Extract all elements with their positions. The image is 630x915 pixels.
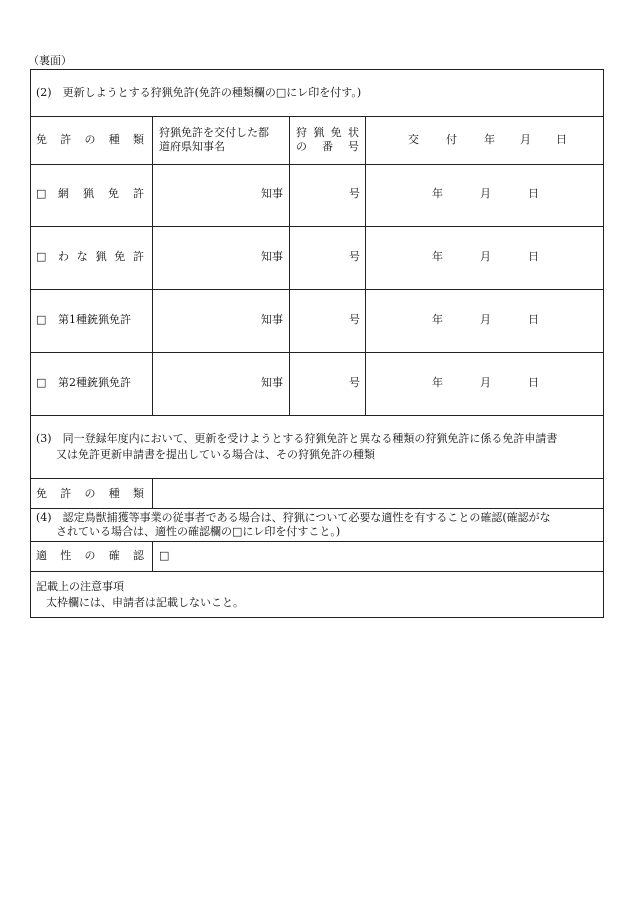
row3-year: 年: [432, 313, 443, 326]
section4-label: 適 性 の 確 認: [36, 549, 144, 562]
row3-month: 月: [480, 313, 491, 326]
section4-text-line1: (4) 認定鳥獣捕獲等事業の従事者である場合は、狩猟について必要な適性を有することの確認(確認がな: [36, 511, 551, 524]
col-header-number-line2: の 番 号: [296, 140, 359, 153]
col-header-license-type: 免 許 の 種 類: [36, 133, 144, 146]
rule: [30, 116, 604, 117]
rule: [365, 116, 366, 416]
page-side-label: （裏面）: [28, 54, 72, 67]
rule: [30, 352, 604, 353]
rule: [30, 415, 604, 416]
table-border-bottom: [30, 617, 604, 618]
aptitude-checkbox[interactable]: □: [159, 549, 170, 562]
rule: [30, 571, 604, 572]
row3-number-suffix: 号: [349, 313, 360, 326]
row4-year: 年: [432, 376, 443, 389]
row3-checkbox[interactable]: □: [36, 313, 47, 326]
table-border-left: [30, 69, 31, 618]
col-header-number-line1: 狩 猟 免 状: [296, 126, 359, 139]
row2-day: 日: [528, 250, 539, 263]
section3-text-line2: 又は免許更新申請書を提出している場合は、その狩猟免許の種類: [56, 448, 375, 461]
row3-license-type: 第1種銃猟免許: [58, 313, 131, 326]
row1-year: 年: [432, 187, 443, 200]
notes-body: 太枠欄には、申請者は記載しないこと。: [46, 596, 244, 609]
table-border-top: [30, 69, 604, 70]
section2-title: (2) 更新しようとする狩猟免許(免許の種類欄の□にレ印を付す。): [36, 86, 362, 99]
row4-number-suffix: 号: [349, 376, 360, 389]
row2-governor-suffix: 知事: [261, 250, 283, 263]
row1-month: 月: [480, 187, 491, 200]
notes-title: 記載上の注意事項: [36, 580, 124, 593]
rule: [30, 164, 604, 165]
section3-label: 免 許 の 種 類: [36, 487, 144, 500]
row2-month: 月: [480, 250, 491, 263]
rule: [30, 289, 604, 290]
row1-license-type: 網 猟 免 許: [58, 187, 144, 200]
rule: [30, 478, 604, 479]
row3-governor-suffix: 知事: [261, 313, 283, 326]
row2-number-suffix: 号: [349, 250, 360, 263]
rule: [152, 478, 153, 509]
row1-checkbox[interactable]: □: [36, 187, 47, 200]
rule: [30, 508, 604, 509]
row4-checkbox[interactable]: □: [36, 376, 47, 389]
row4-governor-suffix: 知事: [261, 376, 283, 389]
col-header-issuer-line1: 狩猟免許を交付した都: [159, 126, 269, 139]
table-border-right: [603, 69, 604, 618]
rule: [30, 226, 604, 227]
rule: [30, 541, 604, 542]
row4-month: 月: [480, 376, 491, 389]
row1-governor-suffix: 知事: [261, 187, 283, 200]
rule: [289, 116, 290, 416]
row3-day: 日: [528, 313, 539, 326]
col-header-issue-date: 交 付 年 月 日: [408, 133, 567, 146]
row2-license-type: わ な 猟 免 許: [58, 250, 144, 263]
section4-text-line2: されている場合は、適性の確認欄の□にレ印を付すこと。): [56, 525, 341, 538]
section3-text-line1: (3) 同一登録年度内において、更新を受けようとする狩猟免許と異なる種類の狩猟免許に係る免許申請書: [36, 432, 558, 445]
row4-day: 日: [528, 376, 539, 389]
row1-number-suffix: 号: [349, 187, 360, 200]
rule: [152, 116, 153, 416]
rule: [152, 541, 153, 572]
col-header-issuer-line2: 道府県知事名: [159, 140, 225, 153]
row2-checkbox[interactable]: □: [36, 250, 47, 263]
row4-license-type: 第2種銃猟免許: [58, 376, 131, 389]
row1-day: 日: [528, 187, 539, 200]
row2-year: 年: [432, 250, 443, 263]
section3-license-type-field[interactable]: [160, 487, 596, 503]
